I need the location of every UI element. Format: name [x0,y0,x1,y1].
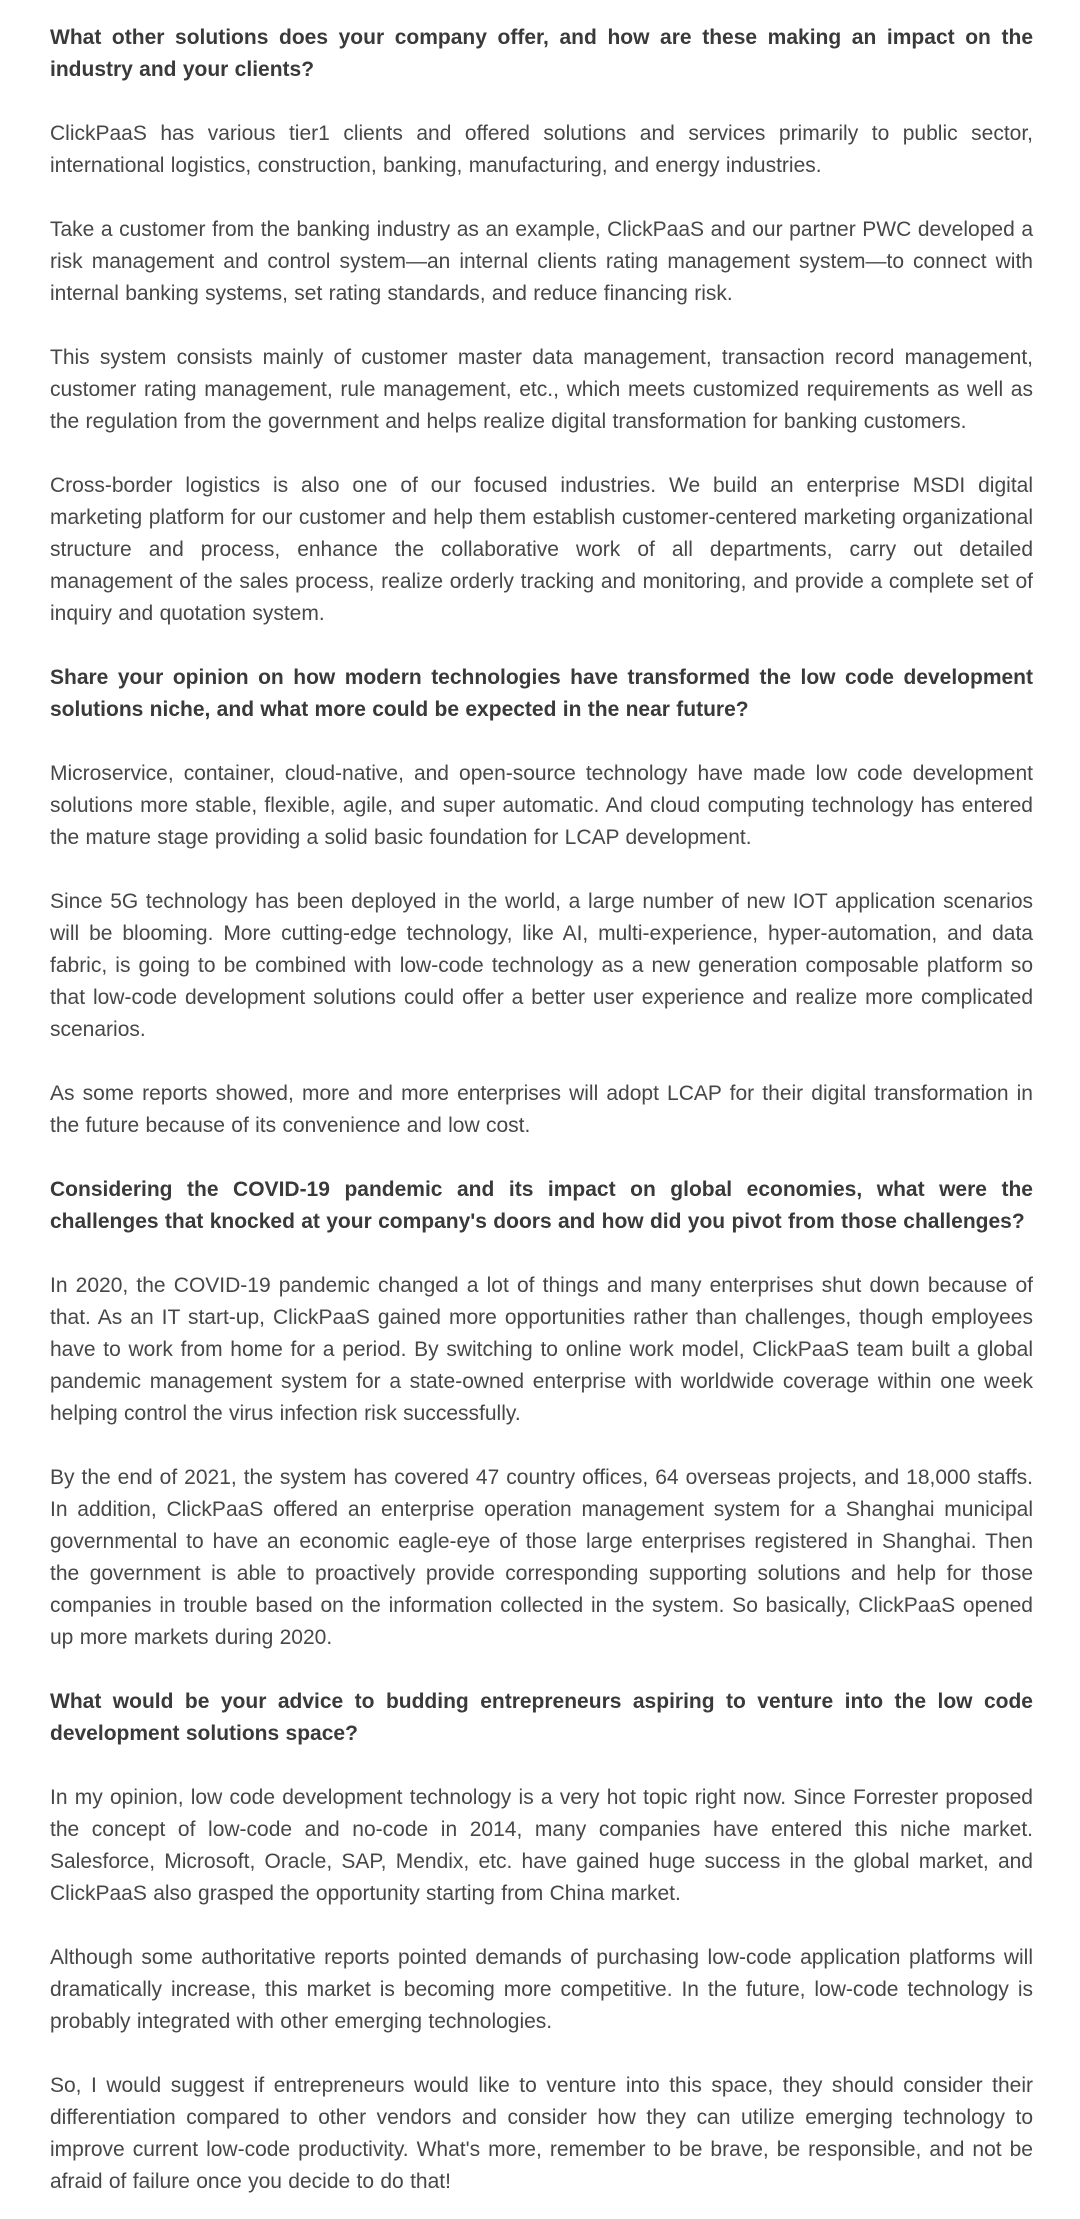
interview-answer: So, I would suggest if entrepreneurs would like to venture into this space, they should consider their differentiation compared to other vendors and consider how they can utilize emerging technology to improve current low-code productivity. What's more, remember to be brave, be responsible, and not be afraid of failure once you decide to do that! [50,2074,1033,2193]
article-body [50,22,1033,2198]
interview-answer: Although some authoritative reports pointed demands of purchasing low-code application platforms will dramatically increase, this market is becoming more competitive. In the future, low-code technology is probably integrated with other emerging technologies. [50,1946,1033,2033]
interview-answer: ClickPaaS has various tier1 clients and offered solutions and services primarily to public sector, international logistics, construction, banking, manufacturing, and energy industries. [50,122,1033,177]
interview-answer: Cross-border logistics is also one of our focused industries. We build an enterprise MSDI digital marketing platform for our customer and help them establish customer-centered marketing organizational structure and process, enhance the collaborative work of all departments, carry out detailed management of the sales process, realize orderly tracking and monitoring, and provide a complete set of inquiry and quotation system. [50,474,1033,625]
interview-question: Considering the COVID-19 pandemic and its impact on global economies, what were the challenges that knocked at your company's doors and how did you pivot from those challenges? [50,1178,1033,1233]
interview-question: What other solutions does your company offer, and how are these making an impact on the industry and your clients? [50,26,1033,81]
interview-answer: By the end of 2021, the system has covered 47 country offices, 64 overseas projects, and 18,000 staffs. In addition, ClickPaaS offered an enterprise operation management system for a Shanghai municipal governmental to have an economic eagle-eye of those large enterprises registered in Shanghai. Then the government is able to proactively provide corresponding supporting solutions and help for those companies in trouble based on the information collected in the system. So basically, ClickPaaS opened up more markets during 2020. [50,1466,1033,1649]
interview-answer: Take a customer from the banking industry as an example, ClickPaaS and our partner PWC developed a risk management and control system—an internal clients rating management system—to connect with internal banking systems, set rating standards, and reduce financing risk. [50,218,1033,305]
interview-answer: In my opinion, low code development technology is a very hot topic right now. Since Forrester proposed the concept of low-code and no-code in 2014, many companies have entered this niche market. Salesforce, Microsoft, Oracle, SAP, Mendix, etc. have gained huge success in the global market, and ClickPaaS also grasped the opportunity starting from China market. [50,1786,1033,1905]
interview-answer: Since 5G technology has been deployed in the world, a large number of new IOT application scenarios will be blooming. More cutting-edge technology, like AI, multi-experience, hyper-automation, and data fabric, is going to be combined with low-code technology as a new generation composable platform so that low-code development solutions could offer a better user experience and realize more complicated scenarios. [50,890,1033,1041]
interview-answer: Microservice, container, cloud-native, and open-source technology have made low code development solutions more stable, flexible, agile, and super automatic. And cloud computing technology has entered the mature stage providing a solid basic foundation for LCAP development. [50,762,1033,849]
interview-question: Share your opinion on how modern technologies have transformed the low code development solutions niche, and what more could be expected in the near future? [50,666,1033,721]
interview-answer: As some reports showed, more and more enterprises will adopt LCAP for their digital transformation in the future because of its convenience and low cost. [50,1082,1033,1137]
interview-question: What would be your advice to budding entrepreneurs aspiring to venture into the low code development solutions space? [50,1690,1033,1745]
interview-answer: This system consists mainly of customer master data management, transaction record management, customer rating management, rule management, etc., which meets customized requirements as well as the regulation from the government and helps realize digital transformation for banking customers. [50,346,1033,433]
interview-answer: In 2020, the COVID-19 pandemic changed a lot of things and many enterprises shut down because of that. As an IT start-up, ClickPaaS gained more opportunities rather than challenges, though employees have to work from home for a period. By switching to online work model, ClickPaaS team built a global pandemic management system for a state-owned enterprise with worldwide coverage within one week helping control the virus infection risk successfully. [50,1274,1033,1425]
